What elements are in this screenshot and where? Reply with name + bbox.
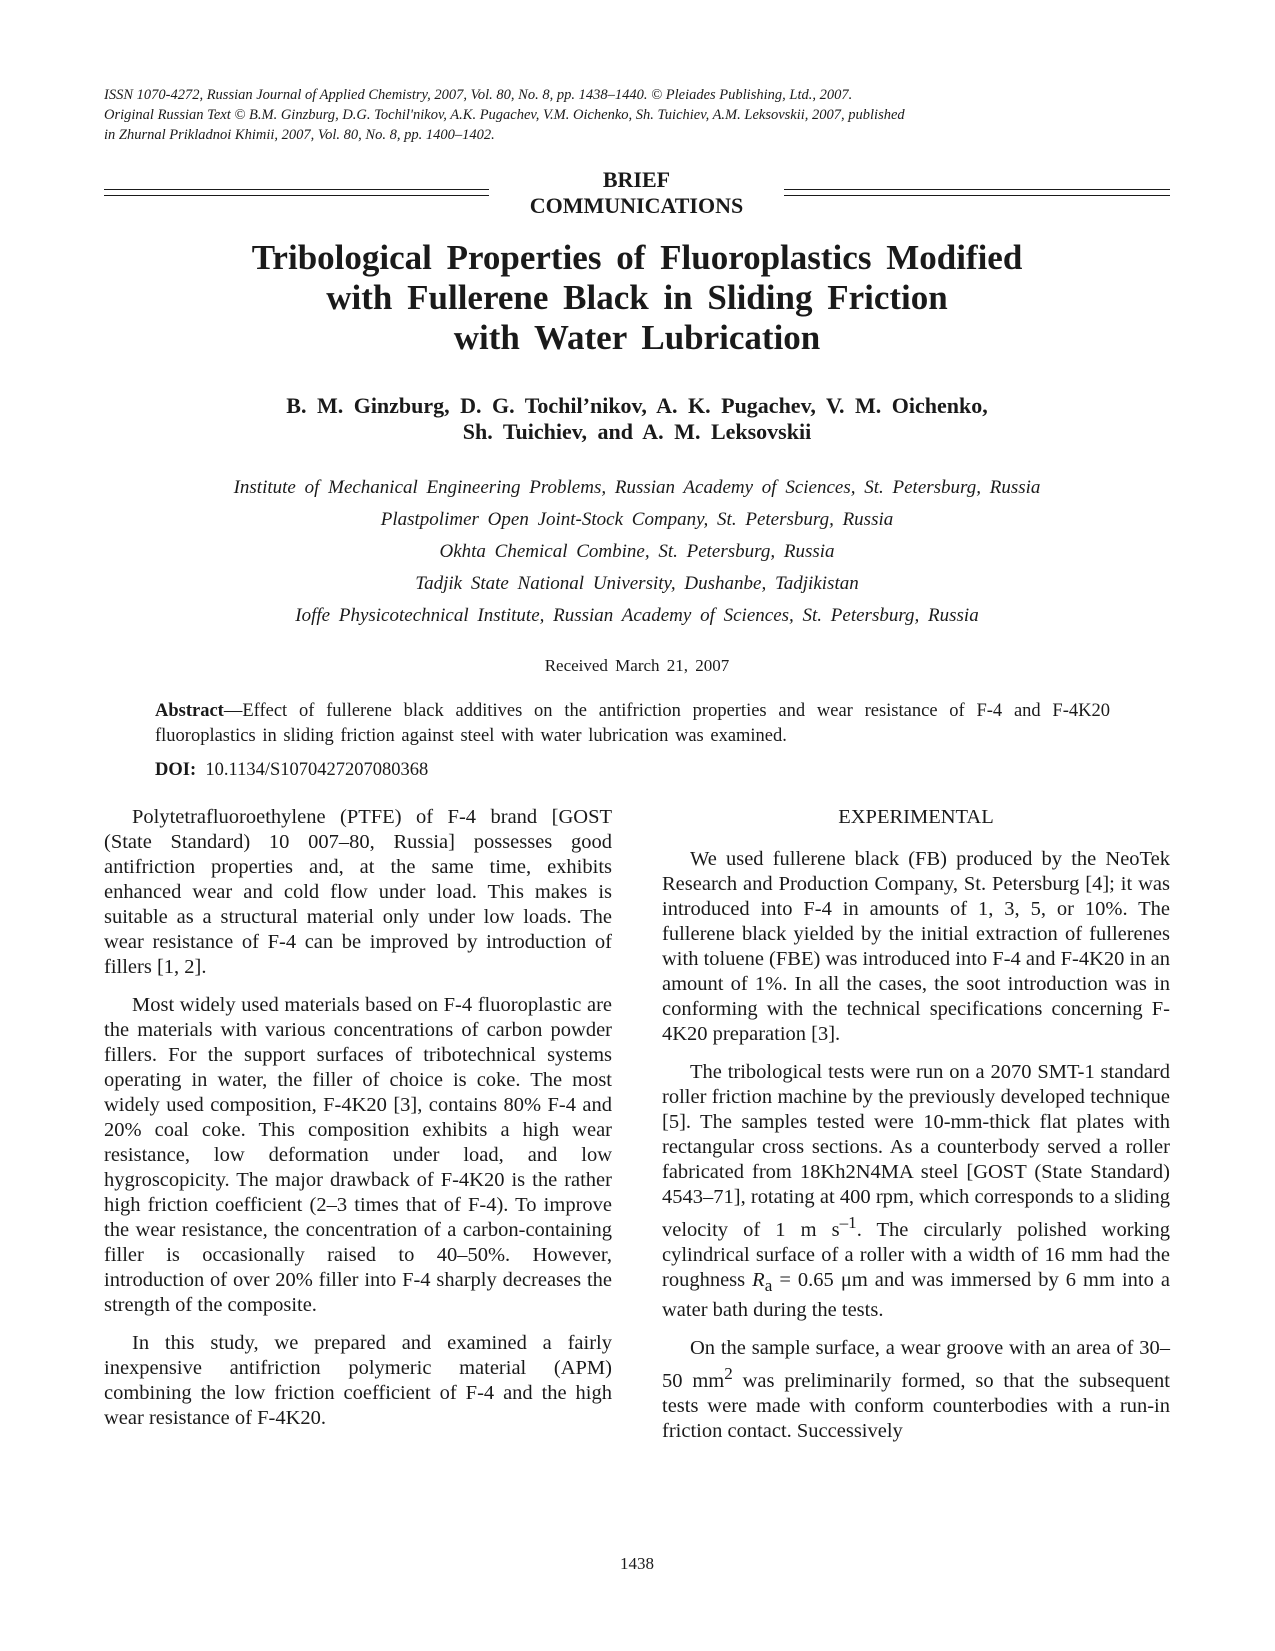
authors — [104, 393, 1170, 445]
affiliation-5: Ioffe Physicotechnical Institute, Russian Academy of Sciences, St. Petersburg, Russia — [295, 605, 979, 626]
p2-text-c: = 0.65 μm and was immersed by 6 mm into a water bath during the tests. — [662, 1268, 1170, 1321]
title-line-2: with Fullerene Black in Sliding Friction — [326, 278, 948, 317]
title-line-1: Tribological Properties of Fluoroplastics Modified — [251, 238, 1023, 277]
experimental-heading: EXPERIMENTAL — [838, 806, 994, 828]
paragraph-intro-3: In this study, we prepared and examined a fairly inexpensive antifriction polymeric material (APM) combining the low friction coefficient of F-4 and the high wear resistance of F-4K20. — [104, 1332, 612, 1429]
header-line-2: Original Russian Text © B.M. Ginzburg, D.G. Tochil'nikov, A.K. Pugachev, V.M. Oichenko, Sh. Tuichiev, A.M. Leksovskii, 2007, published — [104, 107, 905, 123]
left-column — [104, 805, 612, 1444]
title-line-3: with Water Lubrication — [453, 318, 821, 357]
section-heading — [104, 167, 1170, 217]
p2-text-a: The tribological tests were run on a 2070 SMT-1 standard roller friction machine by the previously developed technique [5]. The samples tested were 10-mm-thick flat plates with rectangular cross sections. As a counterbody served a roller fabricated from 18Kh2N4MA steel [GOST (State Standard) 4543–71], rotating at 400 rpm, which corresponds to a sliding velocity of 1 m s — [662, 1061, 1170, 1241]
affiliation-2: Plastpolimer Open Joint-Stock Company, St. Petersburg, Russia — [380, 509, 894, 530]
doi-label: DOI: — [155, 760, 197, 780]
paragraph-experimental-1: We used fullerene black (FB) produced by the NeoTek Research and Production Company, St. Petersburg [4]; it was introduced into F-4 in amounts of 1, 3, 5, or 10%. The fullerene black yielded by the initial extraction of fullerenes with toluene (FBE) was introduced into F-4 and F-4K20 in an amount of 1%. In all the cases, the soot introduction was in conforming with the technical specifications concerning F-4K20 preparation [3]. — [662, 848, 1170, 1045]
p2-ra-subscript: a — [764, 1275, 773, 1295]
p3-superscript: 2 — [724, 1363, 733, 1383]
section-label — [489, 167, 784, 219]
page-number: 1438 — [620, 1554, 654, 1573]
affiliation-1: Institute of Mechanical Engineering Problems, Russian Academy of Sciences, St. Petersburg, Russia — [233, 477, 1041, 498]
section-rule-right — [784, 189, 1170, 196]
paragraph-experimental-2 — [662, 1060, 1170, 1323]
affiliation-4: Tadjik State National University, Dushanbe, Tadjikistan — [415, 573, 859, 594]
p2-text-b: . The circularly polished working cylindrical surface of a roller with a width of 16 mm had the roughness — [662, 1218, 1170, 1291]
authors-line-2: Sh. Tuichiev, and A. M. Leksovskii — [462, 419, 812, 444]
affiliations — [104, 472, 1170, 632]
abstract-label: Abstract — [155, 701, 224, 721]
paragraph-experimental-3 — [662, 1336, 1170, 1444]
header-line-3: in Zhurnal Prikladnoi Khimii, 2007, Vol. 80, No. 8, pp. 1400–1402. — [104, 127, 495, 143]
p2-ra-symbol: R — [752, 1268, 765, 1291]
received-date: Received March 21, 2007 — [544, 656, 730, 675]
doi-value: 10.1134/S1070427207080368 — [205, 760, 429, 780]
authors-line-1: B. M. Ginzburg, D. G. Tochil’nikov, A. K. Pugachev, V. M. Oichenko, — [286, 393, 988, 418]
doi — [155, 758, 428, 783]
journal-header — [104, 85, 1170, 145]
p2-superscript: –1 — [839, 1213, 857, 1232]
p3-text-b: was preliminarily formed, so that the subsequent tests were made with conform counterbodies with a run-in friction contact. Successively — [662, 1369, 1170, 1442]
affiliation-3: Okhta Chemical Combine, St. Petersburg, Russia — [439, 541, 835, 562]
section-rule-left — [104, 189, 489, 196]
paragraph-intro-1: Polytetrafluoroethylene (PTFE) of F-4 brand [GOST (State Standard) 10 007–80, Russia] possesses good antifriction properties and, at the same time, exhibits enhanced wear and cold flow under load. This makes is suitable as a structural material only under low loads. The wear resistance of F-4 can be improved by introduction of fillers [1, 2]. — [104, 806, 612, 978]
paper-title — [104, 238, 1170, 358]
header-line-1: ISSN 1070-4272, Russian Journal of Applied Chemistry, 2007, Vol. 80, No. 8, pp. 1438–1440. © Pleiades Publishing, Ltd., 2007. — [104, 87, 853, 103]
section-label-line-2: COMMUNICATIONS — [529, 193, 744, 218]
section-label-line-1: BRIEF — [602, 167, 671, 192]
paragraph-intro-2: Most widely used materials based on F-4 fluoroplastic are the materials with various concentrations of carbon powder fillers. For the support surfaces of tribotechnical systems operating in water, the filler of choice is coke. The most widely used composition, F-4K20 [3], contains 80% F-4 and 20% coal coke. This composition exhibits a high wear resistance, low deformation under load, and low hygroscopicity. The major drawback of F-4K20 is the rather high friction coefficient (2–3 times that of F-4). To improve the wear resistance, the concentration of a carbon-containing filler is occasionally raised to 40–50%. However, introduction of over 20% filler into F-4 sharply decreases the strength of the composite. — [104, 994, 612, 1316]
p3-text-a: On the sample surface, a wear groove with an area of 30–50 mm — [662, 1336, 1170, 1392]
abstract-text: —Effect of fullerene black additives on the antifriction properties and wear resistance of F-4 and F-4K20 fluoroplastics in sliding friction against steel with water lubrication was examined. — [155, 701, 1110, 746]
abstract — [155, 699, 1110, 749]
right-column — [662, 805, 1170, 1457]
